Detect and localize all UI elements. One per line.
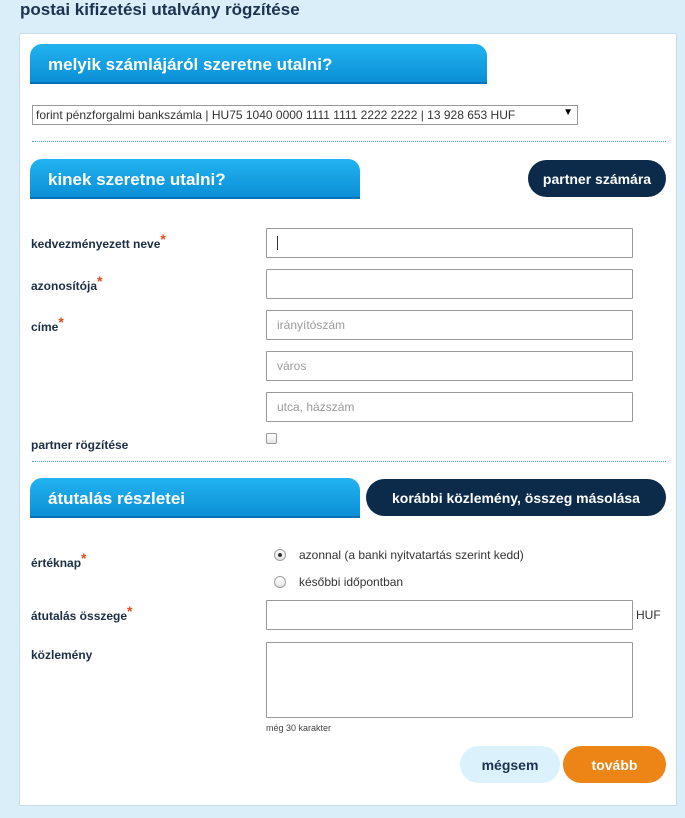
city-input[interactable]: [266, 351, 633, 381]
value-date-later-label[interactable]: későbbi időpontban: [299, 575, 404, 589]
value-date-now-radio[interactable]: [274, 549, 286, 561]
cancel-button[interactable]: mégsem: [460, 746, 560, 783]
amount-label-text: átutalás összege: [31, 609, 128, 623]
required-asterisk: *: [97, 273, 103, 289]
memo-textarea[interactable]: [266, 642, 633, 718]
dropdown-arrow-icon: ▼: [563, 107, 573, 118]
payee-name-input[interactable]: [266, 228, 633, 258]
value-date-label: [31, 550, 87, 570]
section-header-account: melyik számlájáról szeretne utalni?: [30, 44, 487, 84]
section-header-transfer: átutalás részletei: [30, 478, 360, 518]
payee-name-label-text: kedvezményezett neve: [31, 237, 161, 251]
zip-input[interactable]: [266, 310, 633, 340]
street-input[interactable]: [266, 392, 633, 422]
account-select-value: forint pénzforgalmi bankszámla | HU75 1040 0000 1111 1111 2222 2222 | 13 928 653 HUF: [36, 108, 516, 122]
divider: [32, 141, 666, 142]
payee-address-label-text: címe: [31, 320, 59, 334]
payee-id-input[interactable]: [266, 269, 633, 299]
required-asterisk: *: [160, 231, 166, 247]
amount-input[interactable]: [266, 600, 633, 630]
divider: [32, 461, 666, 462]
save-partner-label: partner rögzítése: [31, 438, 129, 452]
payee-id-label-text: azonosítója: [31, 279, 98, 293]
account-select[interactable]: [32, 105, 578, 125]
payee-address-label: [31, 314, 64, 334]
value-date-later-radio[interactable]: [274, 576, 286, 588]
text-caret: [277, 236, 278, 250]
amount-label: [31, 603, 133, 623]
required-asterisk: *: [58, 314, 64, 330]
section-header-payee: kinek szeretne utalni?: [30, 159, 360, 199]
copy-previous-button[interactable]: korábbi közlemény, összeg másolása: [366, 479, 666, 516]
required-asterisk: *: [81, 550, 87, 566]
value-date-label-text: értéknap: [31, 556, 82, 570]
required-asterisk: *: [127, 603, 133, 619]
value-date-now-label[interactable]: azonnal (a banki nyitvatartás szerint kedd): [299, 548, 524, 562]
currency-label: HUF: [636, 608, 661, 622]
payee-id-label: [31, 273, 103, 293]
next-button[interactable]: tovább: [563, 746, 666, 783]
memo-char-counter: még 30 karakter: [266, 723, 332, 733]
payee-name-label: [31, 231, 166, 251]
save-partner-checkbox[interactable]: [266, 433, 277, 444]
partner-button[interactable]: partner számára: [528, 160, 666, 197]
form-card: [19, 33, 677, 806]
page-title: postai kifizetési utalvány rögzítése: [20, 0, 300, 19]
memo-label: közlemény: [31, 648, 93, 662]
